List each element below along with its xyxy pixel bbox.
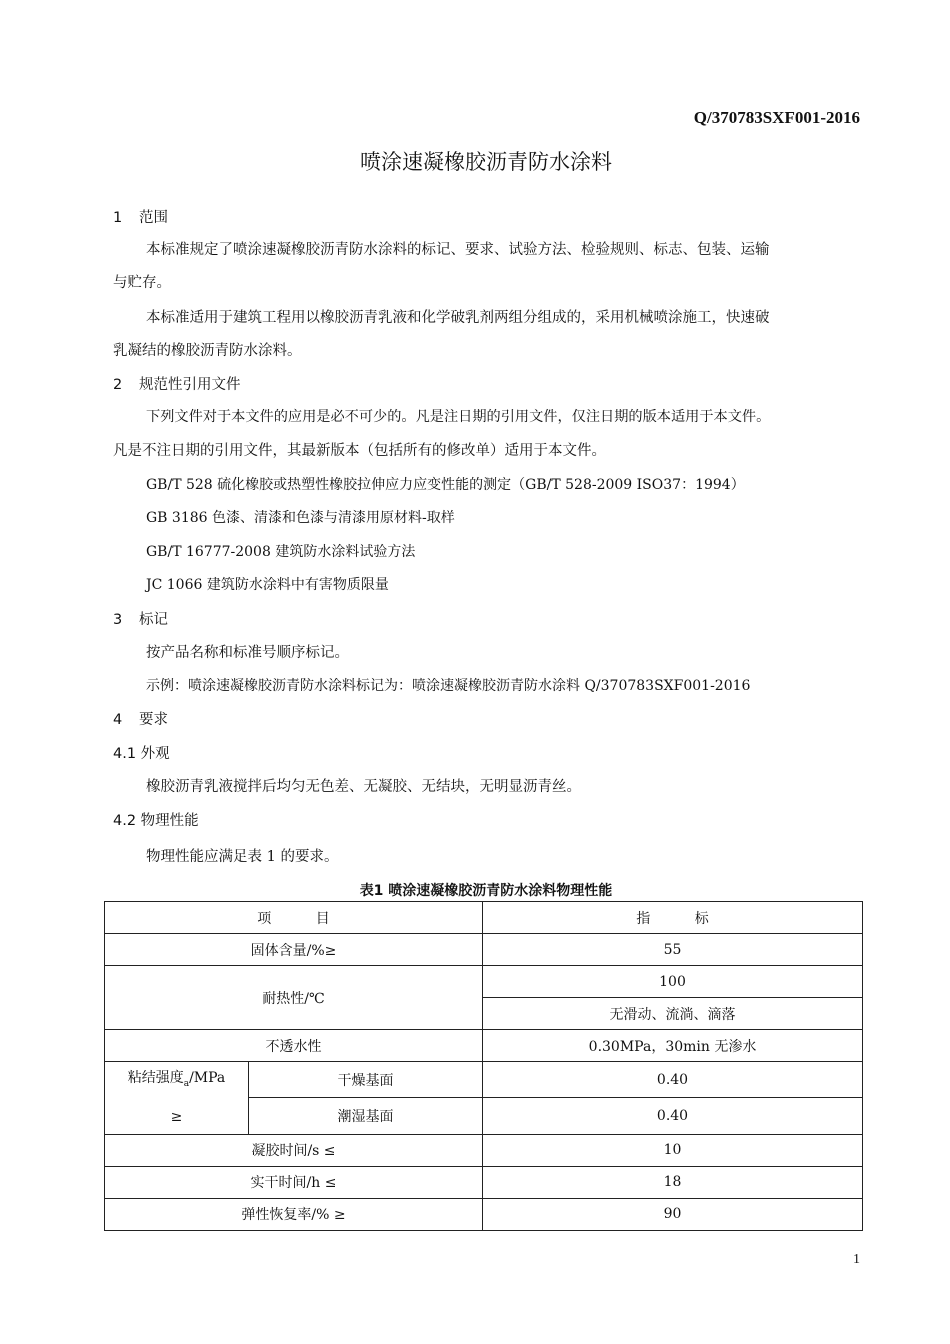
section-4-2-heading: 4.2 物理性能	[113, 813, 199, 829]
gel-time-value: 10	[483, 1134, 863, 1166]
heat-resistance-value-2: 无滑动、流淌、滴落	[483, 998, 863, 1030]
section-4-title: 要求	[139, 712, 168, 728]
table-caption: 表1 喷涂速凝橡胶沥青防水涂料物理性能	[359, 883, 613, 899]
section-4-heading	[113, 708, 168, 729]
header-item: 项 目	[105, 902, 483, 934]
section-3-para-1: 按产品名称和标准号顺序标记。	[146, 645, 349, 661]
reference-item: GB 3186 色漆、清漆和色漆与清漆用原材料-取样	[146, 510, 455, 526]
heat-resistance-label: 耐热性/℃	[105, 966, 483, 1030]
table-row	[105, 1062, 863, 1098]
impermeability-value: 0.30MPa，30min 无渗水	[483, 1030, 863, 1062]
table-row	[105, 1198, 863, 1230]
table-row	[105, 1166, 863, 1198]
section-2-para-1a: 下列文件对于本文件的应用是必不可少的。凡是注日期的引用文件，仅注日期的版本适用于本文件。	[146, 409, 771, 425]
section-1-para-2a: 本标准适用于建筑工程用以橡胶沥青乳液和化学破乳剂两组分组成的，采用机械喷涂施工，快速破	[146, 310, 770, 326]
bond-strength-label	[105, 1062, 249, 1135]
section-4-number: 4	[113, 712, 123, 728]
section-3-example: 示例：喷涂速凝橡胶沥青防水涂料标记为：喷涂速凝橡胶沥青防水涂料 Q/370783SXF001-2016	[146, 678, 751, 694]
section-1-title: 范围	[139, 210, 168, 226]
solid-content-value: 55	[483, 934, 863, 966]
solid-content-label: 固体含量/%≥	[105, 934, 483, 966]
page-number: 1	[853, 1252, 860, 1267]
reference-item: GB/T 16777-2008 建筑防水涂料试验方法	[146, 544, 416, 560]
table-header-row	[105, 902, 863, 934]
gel-time-label: 凝胶时间/s ≤	[105, 1134, 483, 1166]
bond-strength-ge: ≥	[170, 1108, 183, 1125]
section-2-title: 规范性引用文件	[139, 377, 241, 393]
section-1-number: 1	[113, 210, 123, 226]
section-3-number: 3	[113, 612, 123, 628]
document-title: 喷涂速凝橡胶沥青防水涂料	[360, 150, 612, 174]
heat-resistance-value-1: 100	[483, 966, 863, 998]
dry-time-label: 实干时间/h ≤	[105, 1166, 483, 1198]
section-1-heading	[113, 206, 168, 227]
header-index: 指 标	[483, 902, 863, 934]
section-2-para-1b: 凡是不注日期的引用文件，其最新版本（包括所有的修改单）适用于本文件。	[113, 443, 606, 459]
bond-strength-unit: /MPa	[189, 1070, 226, 1086]
bond-dry-value: 0.40	[483, 1062, 863, 1098]
section-1-para-2b: 乳凝结的橡胶沥青防水涂料。	[113, 343, 302, 359]
reference-item: GB/T 528 硫化橡胶或热塑性橡胶拉伸应力应变性能的测定（GB/T 528-2009 ISO37：1994）	[146, 477, 745, 493]
bond-wet-label: 潮湿基面	[249, 1098, 483, 1134]
table-row	[105, 1134, 863, 1166]
section-4-2-text: 物理性能应满足表 1 的要求。	[146, 849, 339, 865]
section-1-para-1b: 与贮存。	[113, 275, 171, 291]
dry-time-value: 18	[483, 1166, 863, 1198]
section-4-1-text: 橡胶沥青乳液搅拌后均匀无色差、无凝胶、无结块，无明显沥青丝。	[146, 779, 581, 795]
section-2-heading	[113, 373, 241, 394]
bond-wet-value: 0.40	[483, 1098, 863, 1134]
standard-number: Q/370783SXF001-2016	[693, 108, 860, 127]
reference-item: JC 1066 建筑防水涂料中有害物质限量	[146, 577, 389, 593]
section-2-number: 2	[113, 377, 123, 393]
bond-strength-label-main: 粘结强度	[127, 1070, 184, 1086]
table-row	[105, 934, 863, 966]
elastic-recovery-value: 90	[483, 1198, 863, 1230]
table-row	[105, 1030, 863, 1062]
section-4-1-heading: 4.1 外观	[113, 746, 170, 762]
impermeability-label: 不透水性	[105, 1030, 483, 1062]
section-3-heading	[113, 608, 168, 629]
bond-dry-label: 干燥基面	[249, 1062, 483, 1098]
section-3-title: 标记	[139, 612, 168, 628]
section-1-para-1a: 本标准规定了喷涂速凝橡胶沥青防水涂料的标记、要求、试验方法、检验规则、标志、包装、运输	[146, 242, 770, 258]
table-row	[105, 966, 863, 998]
elastic-recovery-label: 弹性恢复率/% ≥	[105, 1198, 483, 1230]
bond-strength-subscript: a	[183, 1078, 190, 1089]
properties-table	[104, 901, 863, 1231]
